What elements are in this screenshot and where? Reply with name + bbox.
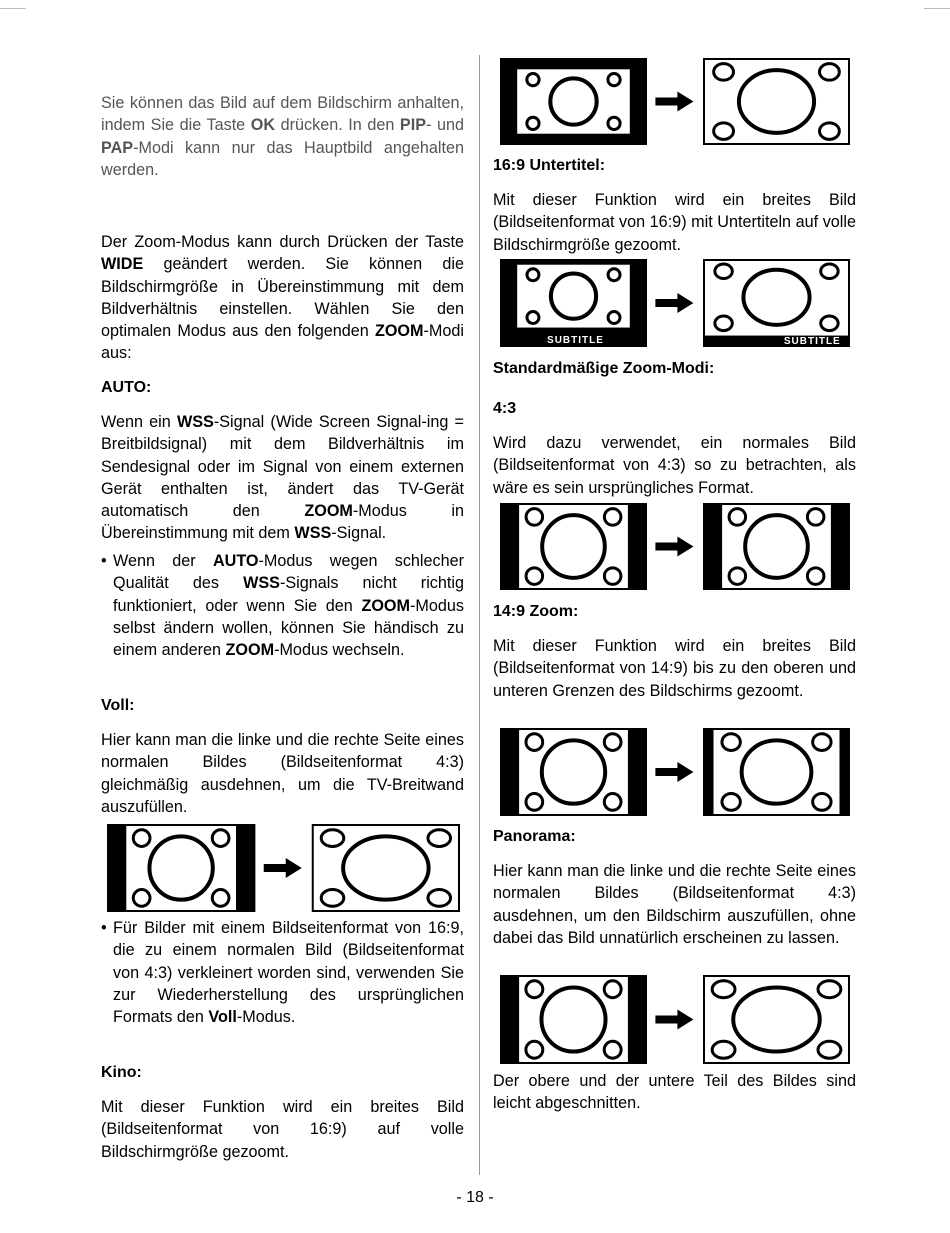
kino-paragraph: Mit dieser Funktion wird ein breites Bild (Bildseitenformat von 16:9) auf volle Bildschirmgröße gezoomt. — [101, 1098, 464, 1161]
voll-bullet: • Für Bilder mit einem Bildseitenformat von 16:9, die zu einem normalen Bild (Bildseitenformat von 4:3) verkleinert worden sind, verwenden Sie zur Wiederherstellung des ursprünglichen Formats den Voll-Modus. — [101, 919, 464, 1027]
crop-mark-left — [0, 8, 26, 9]
subtitle-label-after: SUBTITLE — [783, 336, 841, 347]
panorama-paragraph: Hier kann man die linke und die rechte Seite eines normalen Bildes (Bildseitenformat 4:3) ausdehnen, um den Bildschirm auszufüllen, ohne dabei das Bild unnatürlich erscheinen zu lassen. — [493, 862, 856, 947]
fourteen-nine-heading: 14:9 Zoom: — [493, 603, 579, 620]
diagram-voll — [107, 824, 460, 912]
black-bar-left — [500, 728, 519, 816]
diagram-untertitel — [500, 259, 850, 347]
page-number: - 18 - — [456, 1189, 494, 1206]
auto-heading: AUTO: — [101, 379, 152, 396]
arrow-icon — [264, 858, 302, 878]
zoom-intro-paragraph: Der Zoom-Modus kann durch Drücken der Taste WIDE geändert werden. Sie können die Bildschirmgröße in Übereinstimmung mit dem Bildverhältnis einstellen. Wählen Sie den optimalen Modus aus den folgenden ZOOM-Modi aus: — [101, 233, 464, 363]
voll-heading: Voll: — [101, 697, 135, 714]
arrow-icon — [655, 293, 693, 313]
auto-paragraph: Wenn ein WSS-Signal (Wide Screen Signal-ing = Breitbildsignal) mit dem Bildverhältnis im Sendesignal oder im Signal von einem externen Gerät enthalten ist, ändert das TV-Gerät automatisch den ZOOM-Modus in Übereinstimmung mit dem WSS-Signal. — [101, 413, 465, 543]
tv-diagram-svg — [500, 503, 850, 590]
black-bar-right — [236, 824, 255, 912]
diagram-panorama — [500, 975, 850, 1064]
panorama-note: Der obere und der untere Teil des Bildes sind leicht abgeschnitten. — [493, 1072, 856, 1113]
tv-diagram-svg — [500, 975, 850, 1064]
black-bar-left — [107, 824, 126, 912]
fourteen-nine-paragraph: Mit dieser Funktion wird ein breites Bild (Bildseitenformat von 14:9) bis zu den oberen und unteren Grenzen des Bildschirms gezoomt. — [493, 637, 856, 700]
untertitel-heading: 16:9 Untertitel: — [493, 157, 606, 174]
black-bar-left — [703, 503, 722, 590]
diagram-fourteen-nine — [500, 728, 850, 816]
subtitle-label-before: SUBTITLE — [547, 335, 604, 346]
tv-diagram-svg — [107, 824, 460, 912]
voll-paragraph: Hier kann man die linke und die rechte Seite eines normalen Bildes (Bildseitenformat 4:3) gleichmäßig ausdehnen, um die TV-Breitwand auszufüllen. — [101, 731, 464, 816]
kino-heading: Kino: — [101, 1064, 142, 1081]
auto-bullet: • Wenn der AUTO-Modus wegen schlecher Qualität des WSS-Signals nicht richtig funktioniert, oder wenn Sie den ZOOM-Modus selbst ändern wollen, können Sie händisch zu einem anderen ZOOM-Modus wechseln. — [101, 552, 465, 660]
diagram-four-three — [500, 503, 850, 590]
standard-zoom-heading: Standardmäßige Zoom-Modi: — [493, 360, 715, 377]
arrow-icon — [655, 1010, 693, 1030]
arrow-icon — [655, 92, 693, 112]
black-bar-right — [839, 728, 850, 816]
black-bar-left — [500, 975, 519, 1064]
panorama-heading: Panorama: — [493, 828, 576, 845]
tv-diagram-svg — [500, 728, 850, 816]
black-bar-right — [831, 503, 850, 590]
arrow-icon — [655, 537, 693, 557]
black-bar-right — [628, 975, 647, 1064]
black-bar-left — [703, 728, 714, 816]
black-bar-left — [500, 503, 519, 590]
untertitel-paragraph: Mit dieser Funktion wird ein breites Bild (Bildseitenformat von 16:9) mit Untertiteln auf volle Bildschirmgröße gezoomt. — [493, 191, 856, 254]
tv-diagram-svg — [500, 259, 850, 347]
four-three-paragraph: Wird dazu verwendet, ein normales Bild (Bildseitenformat von 4:3) so zu betrachten, als wäre es sein ursprüngliches Format. — [493, 434, 856, 497]
four-three-heading: 4:3 — [493, 400, 517, 417]
black-bar-right — [628, 503, 647, 590]
arrow-icon — [655, 762, 693, 782]
tv-after — [704, 260, 849, 346]
column-divider — [479, 55, 480, 1175]
diagram-kino — [500, 58, 850, 145]
freeze-paragraph: Sie können das Bild auf dem Bildschirm anhalten, indem Sie die Taste OK drücken. In den PIP- und PAP-Modi kann nur das Hauptbild angehalten werden. — [101, 94, 464, 179]
crop-mark-right — [924, 8, 950, 9]
tv-diagram-svg — [500, 58, 850, 145]
black-bar-right — [628, 728, 647, 816]
